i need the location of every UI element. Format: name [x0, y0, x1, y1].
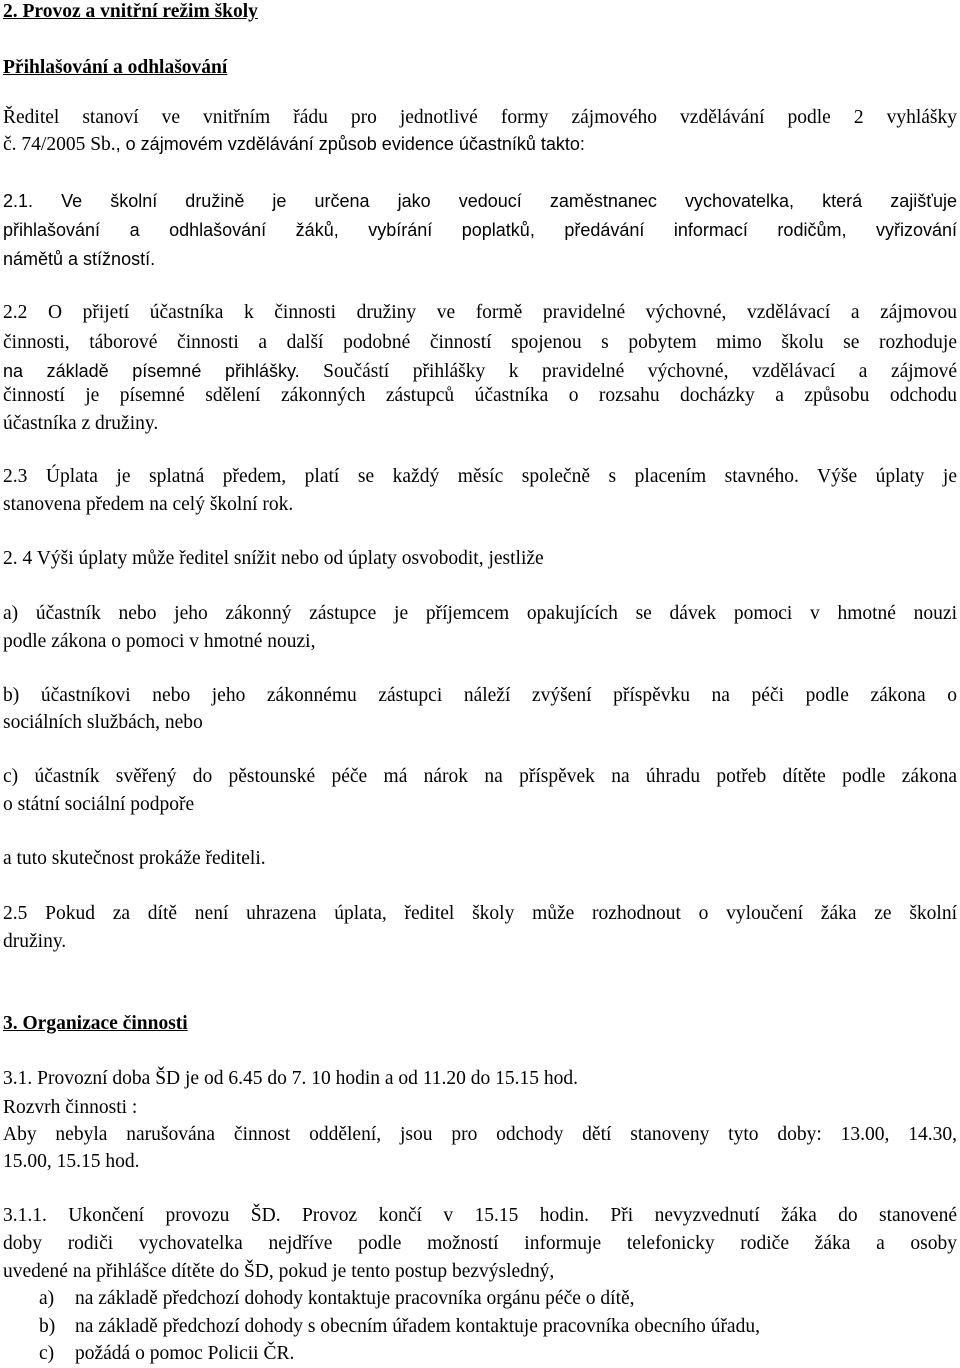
p21-line-3: námětů a stížností. [3, 249, 156, 269]
option-c-line-2: o státní sociální podpoře [3, 794, 195, 815]
p21-line-2: přihlašování a odhlašování žáků, vybírání poplatků, předávání informací rodičům, vyřizování [3, 220, 957, 240]
option-a-line-1: a) účastník nebo jeho zákonný zástupce je příjemcem opakujících se dávek pomoci v hmotné nouzi [3, 603, 957, 624]
p22-line-2: činnosti, táborové činnosti a další podobné činností spojenou s pobytem mimo školu se rozhoduje [3, 332, 957, 353]
intro-line-1: Ředitel stanoví ve vnitřním řádu pro jednotlivé formy zájmového vzdělávání podle 2 vyhlášky [3, 107, 957, 128]
p311-line-2: doby rodiči vychovatelka nejdříve podle možností informuje telefonicky rodiče žáka a osoby [3, 1233, 957, 1254]
fact-line: a tuto skutečnost prokáže řediteli. [3, 848, 266, 869]
schedule-label: Rozvrh činnosti : [3, 1097, 138, 1118]
p31: 3.1. Provozní doba ŠD je od 6.45 do 7. 10 hodin a od 11.20 do 15.15 hod. [3, 1068, 579, 1089]
p23-line-2: stanovena předem na celý školní rok. [3, 494, 294, 515]
p311-line-3: uvedené na přihlášce dítěte do ŠD, pokud je tento postup bezvýsledný, [3, 1261, 555, 1282]
p22-line-5: účastníka z družiny. [3, 413, 159, 434]
section-3-heading: 3. Organizace činnosti [3, 1013, 188, 1034]
p22-line-4: činností je písemné sdělení zákonných zástupců účastníka o rozsahu docházky a způsobu odchodu [3, 385, 957, 406]
intro-line-2-ref: č. 74/2005 Sb. [3, 134, 116, 155]
p21-line-1: 2.1. Ve školní družině je určena jako vedoucí zaměstnanec vychovatelka, která zajišťuje [3, 191, 957, 211]
p24: 2. 4 Výši úplaty může ředitel snížit nebo od úplaty osvobodit, jestliže [3, 548, 544, 569]
p311-line-1: 3.1.1. Ukončení provozu ŠD. Provoz končí v 15.15 hodin. Při nevyzvednutí žáka do stanovené [3, 1205, 957, 1226]
option-b-line-1: b) účastníkovi nebo jeho zákonnému zástupci náleží zvýšení příspěvku na péči podle zákona o [3, 685, 957, 706]
list-item-text: na základě předchozí dohody s obecním úřadem kontaktuje pracovníka obecního úřadu, [75, 1316, 760, 1337]
list-item-text: požádá o pomoc Policii ČR. [75, 1343, 295, 1364]
list-item-marker: a) [39, 1288, 55, 1309]
p23-line-1: 2.3 Úplata je splatná předem, platí se každý měsíc společně s placením stavného. Výše úplaty je [3, 466, 957, 487]
option-b-line-2: sociálních službách, nebo [3, 712, 203, 733]
p22-line-3-a: na základě písemné přihlášky. [3, 361, 300, 381]
intro-line-2 [3, 135, 585, 155]
option-a-line-2: podle zákona o pomoci v hmotné nouzi, [3, 631, 316, 652]
p22-line-3 [3, 362, 957, 382]
p22-line-1: 2.2 O přijetí účastníka k činnosti družiny ve formě pravidelné výchovné, vzdělávací a zájmovou [3, 302, 957, 323]
p22-line-3-b: Součástí přihlášky k pravidelné výchovné, vzdělávací a zájmové [299, 361, 957, 382]
subheading-registration: Přihlašování a odhlašování [3, 57, 228, 78]
list-item-text: na základě předchozí dohody kontaktuje pracovníka orgánu péče o dítě, [75, 1288, 635, 1309]
p25-line-1: 2.5 Pokud za dítě není uhrazena úplata, ředitel školy může rozhodnout o vyloučení žáka ze školní [3, 903, 957, 924]
p25-line-2: družiny. [3, 931, 67, 952]
schedule-line-1: Aby nebyla narušována činnost oddělení, jsou pro odchody dětí stanoveny tyto doby: 13.00, 14.30, [3, 1124, 957, 1145]
list-item-marker: c) [39, 1343, 55, 1364]
section-2-heading: 2. Provoz a vnitřní režim školy [3, 1, 258, 22]
schedule-line-2: 15.00, 15.15 hod. [3, 1151, 140, 1172]
intro-line-2-rest: , o zájmovém vzdělávání způsob evidence účastníků takto: [115, 134, 585, 154]
list-item-marker: b) [39, 1316, 56, 1337]
option-c-line-1: c) účastník svěřený do pěstounské péče má nárok na příspěvek na úhradu potřeb dítěte podle zákona [3, 766, 957, 787]
